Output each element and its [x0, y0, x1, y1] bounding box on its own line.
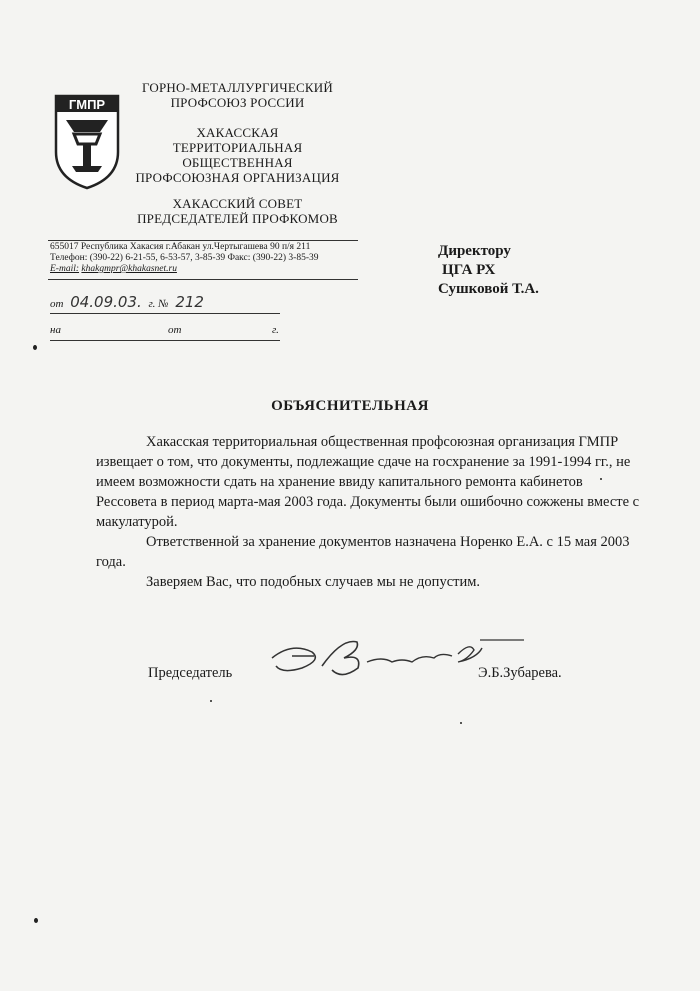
organization-name: ХАКАССКАЯ ТЕРРИТОРИАЛЬНАЯ ОБЩЕСТВЕННАЯ ПРОФСОЮЗНАЯ ОРГАНИЗАЦИЯ: [135, 125, 340, 185]
handwritten-number: 212: [175, 293, 204, 311]
gmpr-logo: [52, 92, 122, 190]
addressee-block: [438, 242, 638, 299]
union-name: ГОРНО-МЕТАЛЛУРГИЧЕСКИЙ ПРОФСОЮЗ РОССИИ: [142, 80, 333, 110]
email-label: E-mail:: [50, 264, 80, 274]
paragraph-1: Хакасская территориальная общественная профсоюзная организация ГМПР извещает о том, что документы, подлежащие сдаче на госхранение за 1991-1994 гг., не имеем возможности сдать на хранение ввиду капитального ремонта кабинетов Рессовета в период марта-мая 2003 года. Документы были ошибочно сожжены вместе с макулатурой.: [96, 434, 640, 530]
scan-speck: [210, 700, 212, 702]
contact-divider: [48, 279, 358, 280]
document-title: ОБЪЯСНИТЕЛЬНАЯ: [271, 398, 429, 414]
addressee-name: Сушковой Т.А.: [438, 281, 539, 297]
scan-speck: [34, 918, 38, 923]
paragraph-2: Ответственной за хранение документов назначена Норенко Е.А. с 15 мая 2003 года.: [96, 534, 630, 570]
email-address: khakgmpr@khakasnet.ru: [81, 264, 177, 274]
addressee-organization: ЦГА РХ: [442, 262, 496, 278]
contact-block: [50, 242, 360, 275]
paragraph-3: Заверяем Вас, что подобных случаев мы не допустим.: [146, 574, 481, 590]
incoming-reference: на от г.: [50, 324, 280, 341]
signatory-name: Э.Б.Зубарева.: [478, 665, 562, 681]
addressee-title: Директору: [438, 243, 511, 259]
email-row: [50, 264, 360, 275]
council-name: ХАКАССКИЙ СОВЕТ ПРЕДСЕДАТЕЛЕЙ ПРОФКОМОВ: [137, 196, 338, 226]
phone-fax: Телефон: (390-22) 6-21-55, 6-53-57, 3-85-39 Факс: (390-22) 3-85-39: [50, 253, 319, 263]
scan-speck: [460, 722, 462, 724]
postal-address: 655017 Республика Хакасия г.Абакан ул.Чертыгашева 90 п/я 211: [50, 242, 311, 252]
scan-speck: [600, 478, 602, 480]
letterhead-divider: [48, 240, 358, 241]
outgoing-reference: от 04.09.03. г. № 212: [50, 293, 280, 314]
handwritten-date: 04.09.03.: [70, 293, 142, 311]
scan-speck: [33, 345, 37, 350]
logo-text: ГМПР: [68, 97, 106, 112]
signatory-position: Председатель: [148, 665, 233, 681]
document-body: [96, 432, 644, 592]
